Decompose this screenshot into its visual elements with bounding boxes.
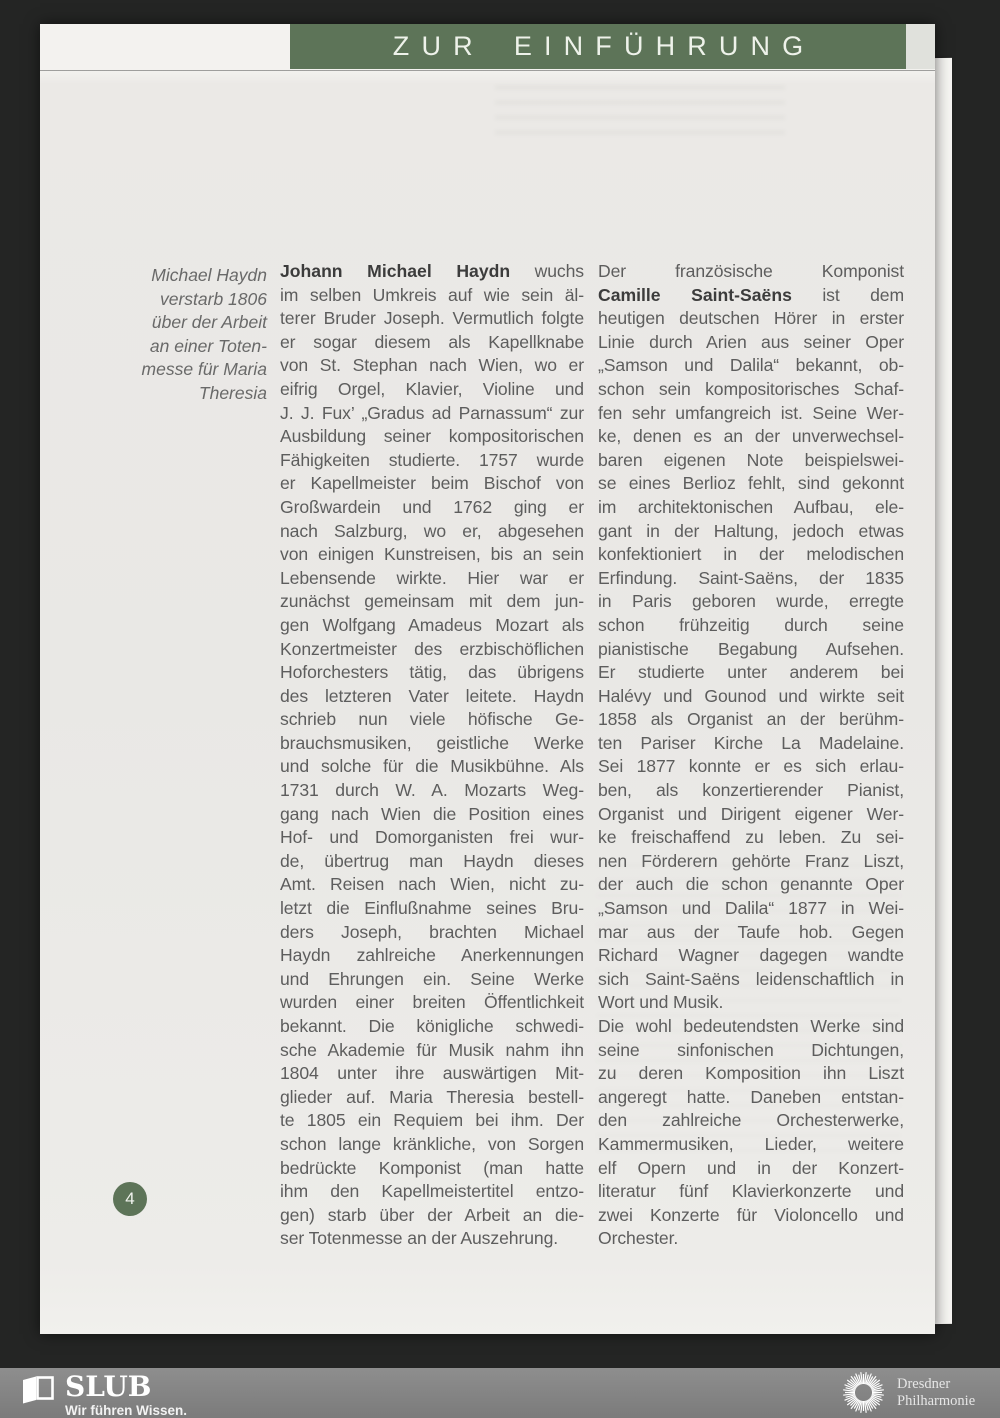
text-line: glieder auf. Maria Theresia bestell- <box>280 1086 584 1107</box>
column-saint-saens <box>598 260 904 1251</box>
text-line: ke freischaffend zu leben. Zu sei- <box>598 827 904 848</box>
text-line: schrieb nun viele höfische Ge- <box>280 709 584 730</box>
text-line: des letzteren Vater leitete. Haydn <box>280 685 584 706</box>
text-line: er sogar diesem als Kapellknabe <box>280 331 584 352</box>
section-title: ZUR EINFÜHRUNG <box>392 31 816 61</box>
text-line: Organist und Dirigent eigener Wer- <box>598 803 904 824</box>
text-line: Amt. Reisen nach Wien, nicht zu- <box>280 874 584 895</box>
text-line: gen) starb über der Arbeit an die- <box>280 1204 584 1225</box>
text-line: schon lange kränkliche, von Sorgen <box>280 1133 584 1154</box>
text-line: Richard Wagner dagegen wandte <box>598 945 904 966</box>
text-line: zunächst gemeinsam mit dem jun- <box>280 591 584 612</box>
text-line: Hof- und Domorganisten frei wur- <box>280 827 584 848</box>
text-line: der auch die schon genannte Oper <box>598 874 904 895</box>
text-line: und Ehrungen ein. Seine Werke <box>280 968 584 989</box>
text-line: ke, denen es an der unverwechsel- <box>598 426 904 447</box>
text-line: 1858 als Organist an der berühm- <box>598 709 904 730</box>
page-number: 4 <box>125 1189 135 1208</box>
text-line: von St. Stephan nach Wien, wo er <box>280 355 584 376</box>
text-line: Die wohl bedeutendsten Werke sind <box>598 1016 904 1036</box>
text-line: „Samson und Dalila“ bekannt, ob- <box>598 355 904 376</box>
text-line: Fähigkeiten studierte. 1757 wurde <box>280 449 584 470</box>
text-line: bedrückte Komponist (man hatte <box>280 1157 584 1178</box>
text-line: nach Salzburg, wo er, abgesehen <box>280 520 584 541</box>
text-line: im selben Umkreis auf wie sein äl- <box>280 284 584 305</box>
text-line: Haydn zahlreiche Anerkennungen <box>280 945 584 966</box>
text-line: Konzertmeister des erzbischöflichen <box>280 638 584 659</box>
slub-book-icon <box>20 1372 56 1408</box>
slub-tagline: Wir führen Wissen. <box>65 1403 188 1418</box>
page-number-badge <box>113 1182 147 1216</box>
text-line: de, übertrug man Haydn dieses <box>280 850 584 871</box>
text-line: Kammermusiken, Lieder, weitere <box>598 1133 904 1154</box>
text-line: sich Saint-Saëns leidenschaftlich in <box>598 968 904 989</box>
slub-logo-text: SLUB <box>65 1370 152 1403</box>
text-line: nen Förderern gehörte Franz Liszt, <box>598 850 904 871</box>
text-line: Ausbildung seiner kompositorischen <box>280 426 584 447</box>
text-line: ser Totenmesse an der Auszehrung. <box>280 1228 559 1249</box>
text-line: ten Pariser Kirche La Madelaine. <box>598 732 904 753</box>
text-line: heutigen deutschen Hörer in erster <box>598 308 904 329</box>
text-line: gang nach Wien die Position eines <box>280 803 584 824</box>
text-line: gen Wolfgang Amadeus Mozart als <box>280 614 584 635</box>
text-line: seine sinfonischen Dichtungen, <box>598 1039 904 1060</box>
text-line: Lebensende wirkte. Hier war er <box>280 567 584 588</box>
text-line: im architektonischen Aufbau, ele- <box>598 496 904 517</box>
section-header-bar <box>290 24 906 69</box>
text-line: 1731 durch W. A. Mozarts Weg- <box>280 780 584 801</box>
text-line: ders Joseph, brachten Michael <box>280 921 584 942</box>
text-line: schon sein kompositorisches Schaf- <box>598 378 904 399</box>
text-line: Wort und Musik. <box>598 992 724 1013</box>
slub-branding <box>20 1372 187 1418</box>
text-line: zwei Konzerte für Violoncello und <box>598 1204 904 1225</box>
text-line: elf Opern und in der Konzert- <box>598 1157 904 1178</box>
text-line: angeregt hatte. Daneben entstan- <box>598 1086 904 1107</box>
text-line: Er studierte unter anderem bei <box>598 662 904 683</box>
scanned-program-page <box>40 24 935 1334</box>
text-line: Orchester. <box>598 1228 679 1249</box>
text-line: Der französische Komponist <box>598 261 904 281</box>
text-line: brauchsmusiken, geistliche Werke <box>280 732 584 753</box>
bleed-through-artifact <box>495 86 785 142</box>
philharmonie-starburst-icon <box>842 1371 885 1414</box>
text-line: Johann Michael Haydn wuchs <box>280 261 584 281</box>
text-line: ben, als konzertierender Pianist, <box>598 780 904 801</box>
text-line: er Kapellmeister beim Bischof von <box>280 473 584 494</box>
text-line: terer Bruder Joseph. Vermutlich folgte <box>280 308 584 329</box>
text-line: wurden einer breiten Öffentlichkeit <box>280 992 584 1013</box>
text-line: te 1805 ein Requiem bei ihm. Der <box>280 1110 584 1131</box>
margin-note: Michael Haydn verstarb 1806 über der Arbeit an einer Toten- messe für Maria Theresia <box>141 265 267 403</box>
text-line: von einigen Kunstreisen, bis an sein <box>280 544 584 565</box>
text-line: Camille Saint-Saëns ist dem <box>598 284 904 305</box>
text-line: Sei 1877 konnte er es sich erlau- <box>598 756 904 777</box>
text-line: eifrig Orgel, Klavier, Violine und <box>280 378 584 399</box>
text-line: J. J. Fux’ „Gradus ad Parnassum“ zur <box>280 402 584 423</box>
page-fold-line <box>40 70 935 71</box>
text-line: literatur fünf Klavierkonzerte und <box>598 1181 904 1202</box>
text-line: „Samson und Dalila“ 1877 in Wei- <box>598 898 904 919</box>
text-line: baren eigenen Note beispielswei- <box>598 449 904 470</box>
text-line: Hoforchesters tätig, das übrigens <box>280 662 584 683</box>
text-line: und solche für die Musikbühne. Als <box>280 756 584 777</box>
text-line: fen sehr umfangreich ist. Seine Wer- <box>598 402 904 423</box>
text-line: in Paris geboren wurde, erregte <box>598 591 904 612</box>
text-line: Großwardein und 1762 ging er <box>280 496 584 517</box>
text-line: se eines Berlioz fehlt, sind gekonnt <box>598 473 904 494</box>
text-line: zu deren Komposition ihn Liszt <box>598 1063 904 1084</box>
text-line: 1804 unter ihre auswärtigen Mit- <box>280 1063 584 1084</box>
text-line: mar aus der Taufe hob. Gegen <box>598 921 904 942</box>
text-line: Halévy und Gounod und wirkte seit <box>598 685 904 706</box>
text-line: gant in der Haltung, jedoch etwas <box>598 520 904 541</box>
text-line: bekannt. Die königliche schwedi- <box>280 1016 584 1036</box>
text-line: den zahlreiche Orchesterwerke, <box>598 1110 904 1131</box>
text-line: ihm den Kapellmeistertitel entzo- <box>280 1181 584 1202</box>
text-line: sche Akademie für Musik nahm ihn <box>280 1039 584 1060</box>
text-line: schon frühzeitig durch seine <box>598 614 904 635</box>
text-line: konfektioniert in der melodischen <box>598 544 904 565</box>
text-line: letzt die Einflußnahme seines Bru- <box>280 898 584 919</box>
column-michael-haydn <box>280 260 584 1251</box>
philharmonie-label: Dresdner Philharmonie <box>897 1375 976 1409</box>
text-line: Erfindung. Saint-Saëns, der 1835 <box>598 567 904 588</box>
viewer-footer <box>0 1368 1000 1418</box>
header-bar-page-edge <box>906 24 935 69</box>
philharmonie-branding <box>842 1371 975 1414</box>
text-line: Linie durch Arien aus seiner Oper <box>598 331 904 352</box>
text-line: pianistische Begabung Aufsehen. <box>598 638 904 659</box>
